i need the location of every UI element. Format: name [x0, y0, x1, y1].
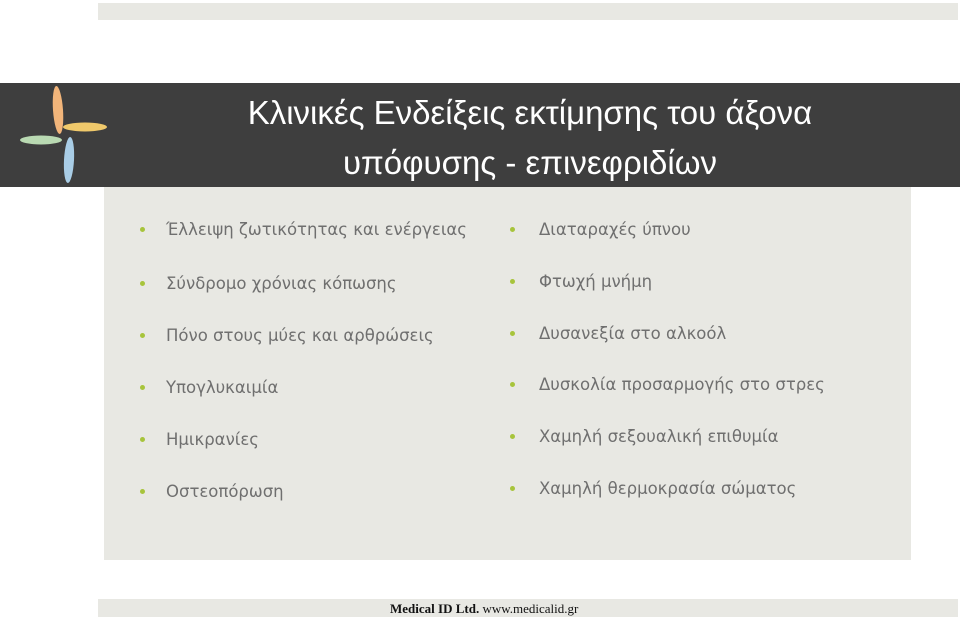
list-item: Πόνο στους μύες και αρθρώσεις: [104, 321, 566, 351]
list-item: Οστεοπόρωση: [104, 477, 566, 507]
slide-title-line-2: υπόφυσης - επινεφριδίων: [342, 144, 718, 181]
bullet-icon: [140, 385, 145, 390]
bullet-icon: [140, 437, 145, 442]
list-item: Σύνδρομο χρόνιας κόπωσης: [104, 269, 566, 299]
bullet-icon: [510, 434, 515, 439]
list-item: Υπογλυκαιμία: [104, 373, 566, 403]
footer: [390, 600, 578, 617]
list-item: Διαταραχές ύπνου: [504, 215, 949, 245]
footer-company: Medical ID Ltd.: [390, 601, 480, 616]
bullet-icon: [140, 227, 145, 232]
bullet-icon: [510, 279, 515, 284]
list-item: Ημικρανίες: [104, 425, 566, 455]
top-decorative-strip: [98, 3, 958, 20]
bullet-icon: [510, 227, 515, 232]
list-item: Δυσκολία προσαρμογής στο στρες: [504, 370, 949, 400]
bullet-icon: [510, 382, 515, 387]
slide-title-line-1: Κλινικές Ενδείξεις εκτίμησης του άξονα: [247, 94, 813, 131]
bullet-icon: [140, 333, 145, 338]
four-petal-cross-logo: [14, 86, 114, 186]
bullet-icon: [140, 281, 145, 286]
bullet-icon: [140, 489, 145, 494]
list-item: Δυσανεξία στο αλκοόλ: [504, 319, 949, 349]
list-item: Έλλειψη ζωτικότητας και ενέργειας: [104, 215, 566, 245]
list-item: Φτωχή μνήμη: [504, 267, 949, 297]
list-item: Χαμηλή σεξουαλική επιθυμία: [504, 422, 949, 452]
slide-title: [130, 88, 930, 188]
bullet-icon: [510, 486, 515, 491]
footer-website[interactable]: www.medicalid.gr: [482, 601, 579, 616]
bullet-icon: [510, 331, 515, 336]
indications-panel: [104, 187, 911, 560]
list-item: Χαμηλή θερμοκρασία σώματος: [504, 474, 949, 504]
